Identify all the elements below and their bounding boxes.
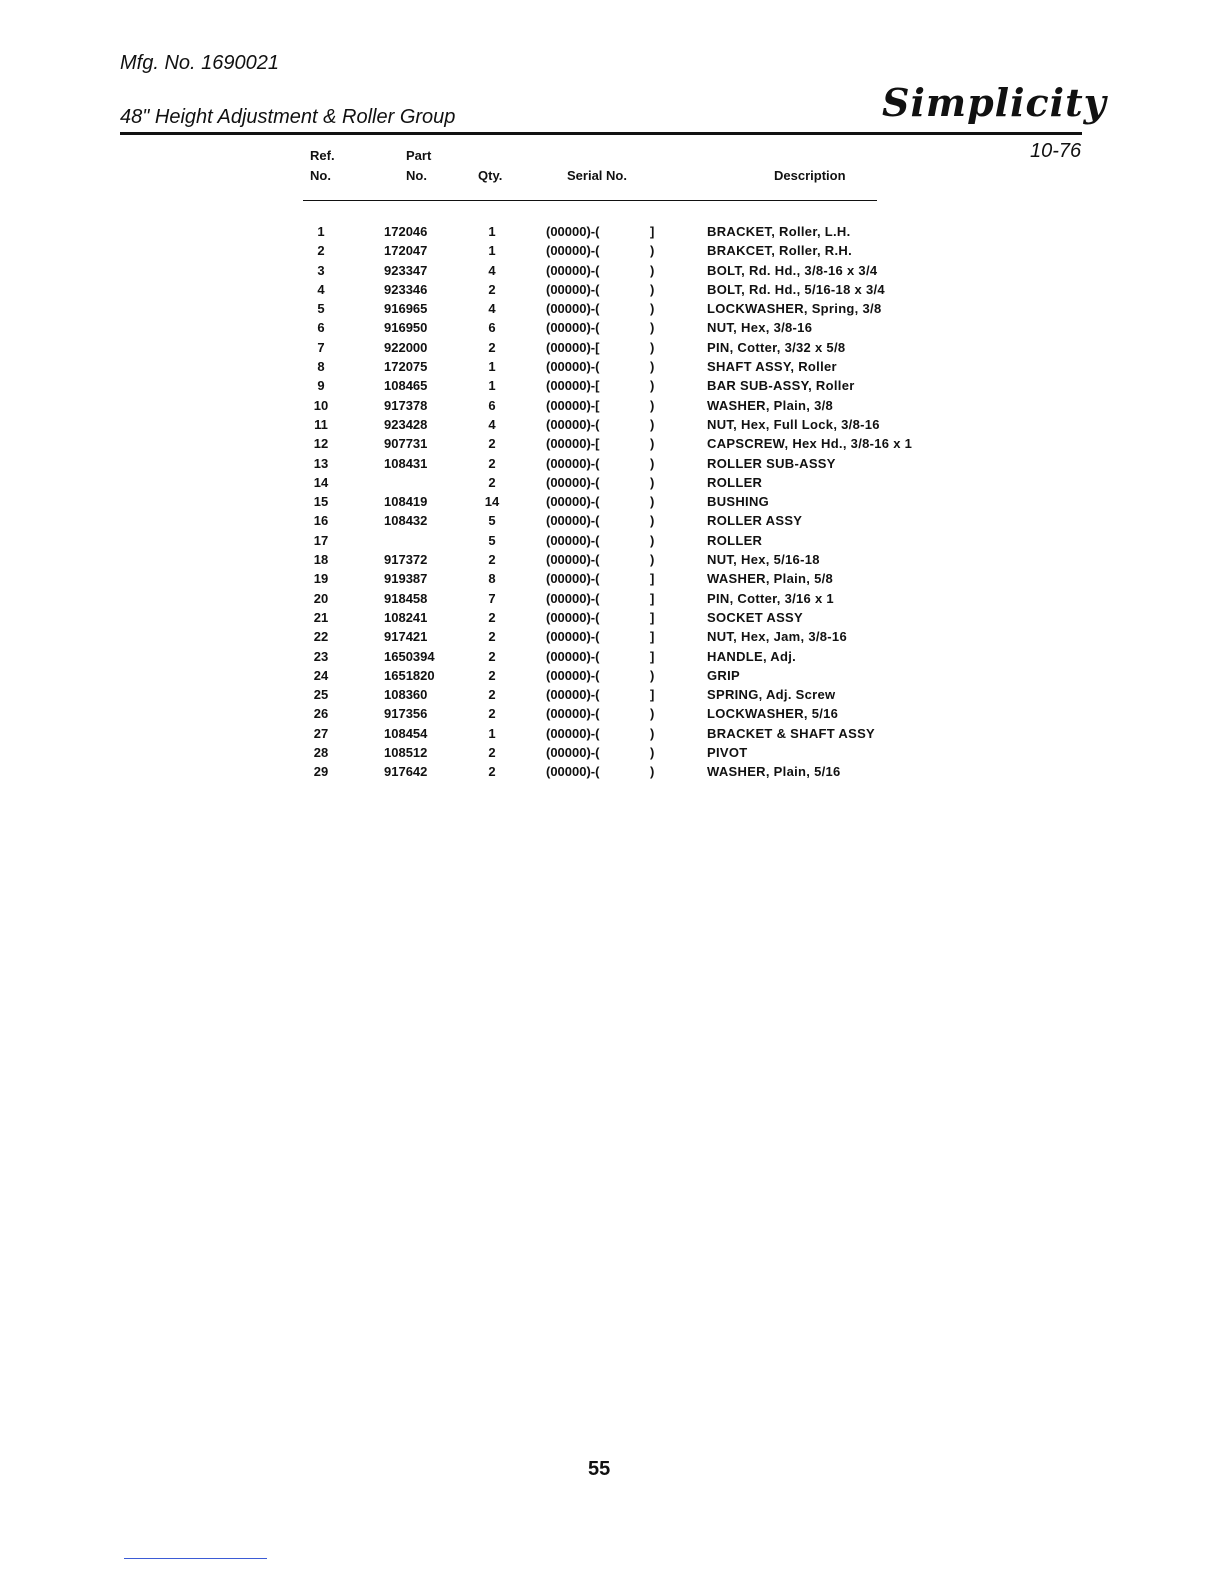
description: ROLLER [707, 532, 763, 548]
ref-no: 29 [313, 764, 329, 780]
table-row [0, 668, 1224, 687]
serial-bracket: ) [650, 301, 655, 317]
table-row [0, 224, 1224, 243]
serial-bracket: ] [650, 224, 655, 239]
qty: 1 [488, 378, 496, 394]
ref-no: 4 [317, 281, 325, 297]
serial-no: (00000)-( [546, 532, 600, 548]
serial-no: (00000)-[ [546, 339, 600, 355]
table-row [0, 263, 1224, 282]
description: WASHER, Plain, 5/8 [707, 571, 834, 587]
ref-no: 27 [313, 725, 329, 741]
serial-bracket: ] [650, 571, 655, 587]
part-no: 917642 [384, 764, 428, 780]
part-no: 917378 [384, 397, 428, 413]
serial-no: (00000)-( [546, 764, 600, 780]
qty: 2 [488, 629, 496, 645]
part-no: 917356 [384, 706, 428, 722]
parts-table [0, 224, 1224, 784]
serial-no: (00000)-( [546, 609, 600, 625]
part-no: 1651820 [384, 667, 435, 683]
table-row [0, 726, 1224, 745]
table-row [0, 243, 1224, 262]
table-row [0, 494, 1224, 513]
table-row [0, 745, 1224, 764]
description: NUT, Hex, 5/16-18 [707, 552, 820, 568]
page-number: 55 [588, 1458, 611, 1480]
table-row [0, 436, 1224, 455]
part-no: 917372 [384, 552, 428, 568]
serial-no: (00000)-( [546, 281, 600, 297]
serial-bracket: ) [650, 281, 655, 297]
qty: 4 [488, 301, 496, 317]
serial-bracket: ) [650, 339, 655, 355]
description: CAPSCREW, Hex Hd., 3/8-16 x 1 [707, 436, 913, 452]
serial-bracket: ] [650, 648, 655, 664]
qty: 7 [488, 590, 496, 606]
serial-no: (00000)-( [546, 359, 600, 375]
part-no: 919387 [384, 571, 428, 587]
part-no: 108419 [384, 494, 428, 510]
part-no: 923347 [384, 262, 428, 278]
table-row [0, 571, 1224, 590]
table-row [0, 359, 1224, 378]
description: BUSHING [707, 494, 770, 510]
serial-bracket: ] [650, 687, 655, 703]
part-no: 108512 [384, 745, 428, 761]
table-row [0, 340, 1224, 359]
qty: 2 [488, 609, 496, 625]
serial-bracket: ) [650, 494, 655, 510]
col-header-part-line1: Part [406, 148, 432, 163]
part-no: 108241 [384, 609, 428, 625]
col-header-part-line2: No. [406, 168, 427, 183]
part-no: 108431 [384, 455, 428, 471]
qty: 2 [488, 281, 496, 297]
ref-no: 14 [313, 474, 329, 490]
serial-no: (00000)-[ [546, 436, 600, 452]
part-no: 172047 [384, 243, 428, 259]
ref-no: 1 [317, 224, 325, 239]
qty: 2 [488, 455, 496, 471]
serial-bracket: ) [650, 513, 655, 529]
part-no: 916965 [384, 301, 428, 317]
serial-bracket: ) [650, 725, 655, 741]
col-header-qty: Qty. [478, 168, 503, 183]
page-title: 48" Height Adjustment & Roller Group [120, 106, 456, 128]
qty: 5 [488, 532, 496, 548]
qty: 6 [488, 397, 496, 413]
description: NUT, Hex, 3/8-16 [707, 320, 813, 336]
qty: 5 [488, 513, 496, 529]
footer-line [124, 1558, 267, 1559]
table-row [0, 764, 1224, 783]
part-no: 1650394 [384, 648, 435, 664]
description: PIN, Cotter, 3/32 x 5/8 [707, 339, 846, 355]
ref-no: 8 [317, 359, 325, 375]
part-no: 918458 [384, 590, 428, 606]
part-no: 108432 [384, 513, 428, 529]
qty: 2 [488, 706, 496, 722]
serial-no: (00000)-( [546, 474, 600, 490]
table-row [0, 591, 1224, 610]
description: ROLLER ASSY [707, 513, 803, 529]
description: BAR SUB-ASSY, Roller [707, 378, 855, 394]
description: WASHER, Plain, 3/8 [707, 397, 834, 413]
ref-no: 15 [313, 494, 329, 510]
serial-bracket: ) [650, 667, 655, 683]
revision-date: 10-76 [1030, 140, 1082, 162]
qty: 2 [488, 436, 496, 452]
description: BRACKET & SHAFT ASSY [707, 725, 876, 741]
table-row [0, 552, 1224, 571]
serial-bracket: ) [650, 397, 655, 413]
qty: 14 [484, 494, 500, 510]
ref-no: 12 [313, 436, 329, 452]
qty: 1 [488, 243, 496, 259]
qty: 4 [488, 416, 496, 432]
qty: 2 [488, 648, 496, 664]
table-row [0, 320, 1224, 339]
ref-no: 2 [317, 243, 325, 259]
ref-no: 5 [317, 301, 325, 317]
col-header-description: Description [774, 168, 846, 183]
serial-no: (00000)-( [546, 243, 600, 259]
part-no: 923428 [384, 416, 428, 432]
serial-bracket: ) [650, 320, 655, 336]
qty: 1 [488, 359, 496, 375]
description: BOLT, Rd. Hd., 5/16-18 x 3/4 [707, 281, 885, 297]
qty: 2 [488, 552, 496, 568]
description: BRAKCET, Roller, R.H. [707, 243, 852, 259]
serial-no: (00000)-( [546, 648, 600, 664]
table-row [0, 706, 1224, 725]
col-header-part [406, 146, 431, 186]
serial-no: (00000)-( [546, 224, 600, 239]
serial-bracket: ) [650, 706, 655, 722]
brand-logo: Simplicity [882, 80, 1107, 125]
serial-no: (00000)-[ [546, 397, 600, 413]
serial-no: (00000)-( [546, 416, 600, 432]
serial-bracket: ) [650, 262, 655, 278]
table-row [0, 610, 1224, 629]
ref-no: 16 [313, 513, 329, 529]
ref-no: 9 [317, 378, 325, 394]
serial-no: (00000)-( [546, 455, 600, 471]
description: HANDLE, Adj. [707, 648, 797, 664]
description: LOCKWASHER, Spring, 3/8 [707, 301, 882, 317]
description: SHAFT ASSY, Roller [707, 359, 837, 375]
table-row [0, 417, 1224, 436]
serial-bracket: ] [650, 590, 655, 606]
table-row [0, 649, 1224, 668]
part-no: 916950 [384, 320, 428, 336]
description: ROLLER SUB-ASSY [707, 455, 836, 471]
description: NUT, Hex, Jam, 3/8-16 [707, 629, 847, 645]
serial-no: (00000)-( [546, 629, 600, 645]
serial-no: (00000)-( [546, 262, 600, 278]
table-header-rule [303, 200, 877, 201]
serial-no: (00000)-( [546, 687, 600, 703]
serial-no: (00000)-( [546, 745, 600, 761]
qty: 2 [488, 764, 496, 780]
description: BOLT, Rd. Hd., 3/8-16 x 3/4 [707, 262, 878, 278]
table-row [0, 301, 1224, 320]
serial-bracket: ) [650, 243, 655, 259]
col-header-ref [310, 146, 335, 186]
part-no: 108360 [384, 687, 428, 703]
header-rule [120, 132, 1082, 135]
table-row [0, 475, 1224, 494]
table-row [0, 533, 1224, 552]
qty: 4 [488, 262, 496, 278]
part-no: 108454 [384, 725, 428, 741]
serial-no: (00000)-( [546, 513, 600, 529]
part-no: 917421 [384, 629, 428, 645]
ref-no: 19 [313, 571, 329, 587]
description: PIN, Cotter, 3/16 x 1 [707, 590, 834, 606]
ref-no: 3 [317, 262, 325, 278]
ref-no: 20 [313, 590, 329, 606]
description: NUT, Hex, Full Lock, 3/8-16 [707, 416, 880, 432]
ref-no: 13 [313, 455, 329, 471]
qty: 1 [488, 725, 496, 741]
serial-no: (00000)-[ [546, 378, 600, 394]
qty: 2 [488, 687, 496, 703]
qty: 8 [488, 571, 496, 587]
ref-no: 25 [313, 687, 329, 703]
ref-no: 26 [313, 706, 329, 722]
table-row [0, 687, 1224, 706]
table-row [0, 378, 1224, 397]
ref-no: 10 [313, 397, 329, 413]
part-no: 172046 [384, 224, 428, 239]
part-no: 172075 [384, 359, 428, 375]
table-row [0, 282, 1224, 301]
serial-no: (00000)-( [546, 590, 600, 606]
serial-bracket: ) [650, 359, 655, 375]
serial-bracket: ) [650, 455, 655, 471]
col-header-ref-line2: No. [310, 168, 331, 183]
part-no: 108465 [384, 378, 428, 394]
serial-bracket: ) [650, 552, 655, 568]
serial-no: (00000)-( [546, 667, 600, 683]
ref-no: 24 [313, 667, 329, 683]
serial-bracket: ) [650, 378, 655, 394]
serial-bracket: ] [650, 629, 655, 645]
table-row [0, 456, 1224, 475]
qty: 2 [488, 667, 496, 683]
ref-no: 28 [313, 745, 329, 761]
col-header-ref-line1: Ref. [310, 148, 335, 163]
col-header-serial: Serial No. [567, 168, 627, 183]
table-row [0, 629, 1224, 648]
ref-no: 6 [317, 320, 325, 336]
qty: 2 [488, 474, 496, 490]
description: LOCKWASHER, 5/16 [707, 706, 839, 722]
serial-bracket: ] [650, 609, 655, 625]
description: BRACKET, Roller, L.H. [707, 224, 851, 239]
description: WASHER, Plain, 5/16 [707, 764, 841, 780]
serial-no: (00000)-( [546, 706, 600, 722]
part-no: 922000 [384, 339, 428, 355]
qty: 2 [488, 339, 496, 355]
ref-no: 17 [313, 532, 329, 548]
serial-bracket: ) [650, 416, 655, 432]
ref-no: 23 [313, 648, 329, 664]
serial-bracket: ) [650, 436, 655, 452]
qty: 1 [488, 224, 496, 239]
description: SPRING, Adj. Screw [707, 687, 836, 703]
serial-no: (00000)-( [546, 725, 600, 741]
ref-no: 22 [313, 629, 329, 645]
ref-no: 11 [314, 416, 328, 432]
serial-no: (00000)-( [546, 552, 600, 568]
table-row [0, 398, 1224, 417]
serial-no: (00000)-( [546, 320, 600, 336]
description: SOCKET ASSY [707, 609, 804, 625]
serial-bracket: ) [650, 764, 655, 780]
part-no: 923346 [384, 281, 428, 297]
serial-bracket: ) [650, 745, 655, 761]
serial-no: (00000)-( [546, 571, 600, 587]
serial-bracket: ) [650, 474, 655, 490]
serial-no: (00000)-( [546, 301, 600, 317]
qty: 2 [488, 745, 496, 761]
table-row [0, 513, 1224, 532]
ref-no: 7 [317, 339, 325, 355]
qty: 6 [488, 320, 496, 336]
description: GRIP [707, 667, 740, 683]
serial-bracket: ) [650, 532, 655, 548]
description: ROLLER [707, 474, 763, 490]
ref-no: 21 [313, 609, 329, 625]
part-no: 907731 [384, 436, 428, 452]
serial-no: (00000)-( [546, 494, 600, 510]
mfg-number: Mfg. No. 1690021 [120, 52, 279, 74]
ref-no: 18 [313, 552, 329, 568]
description: PIVOT [707, 745, 748, 761]
